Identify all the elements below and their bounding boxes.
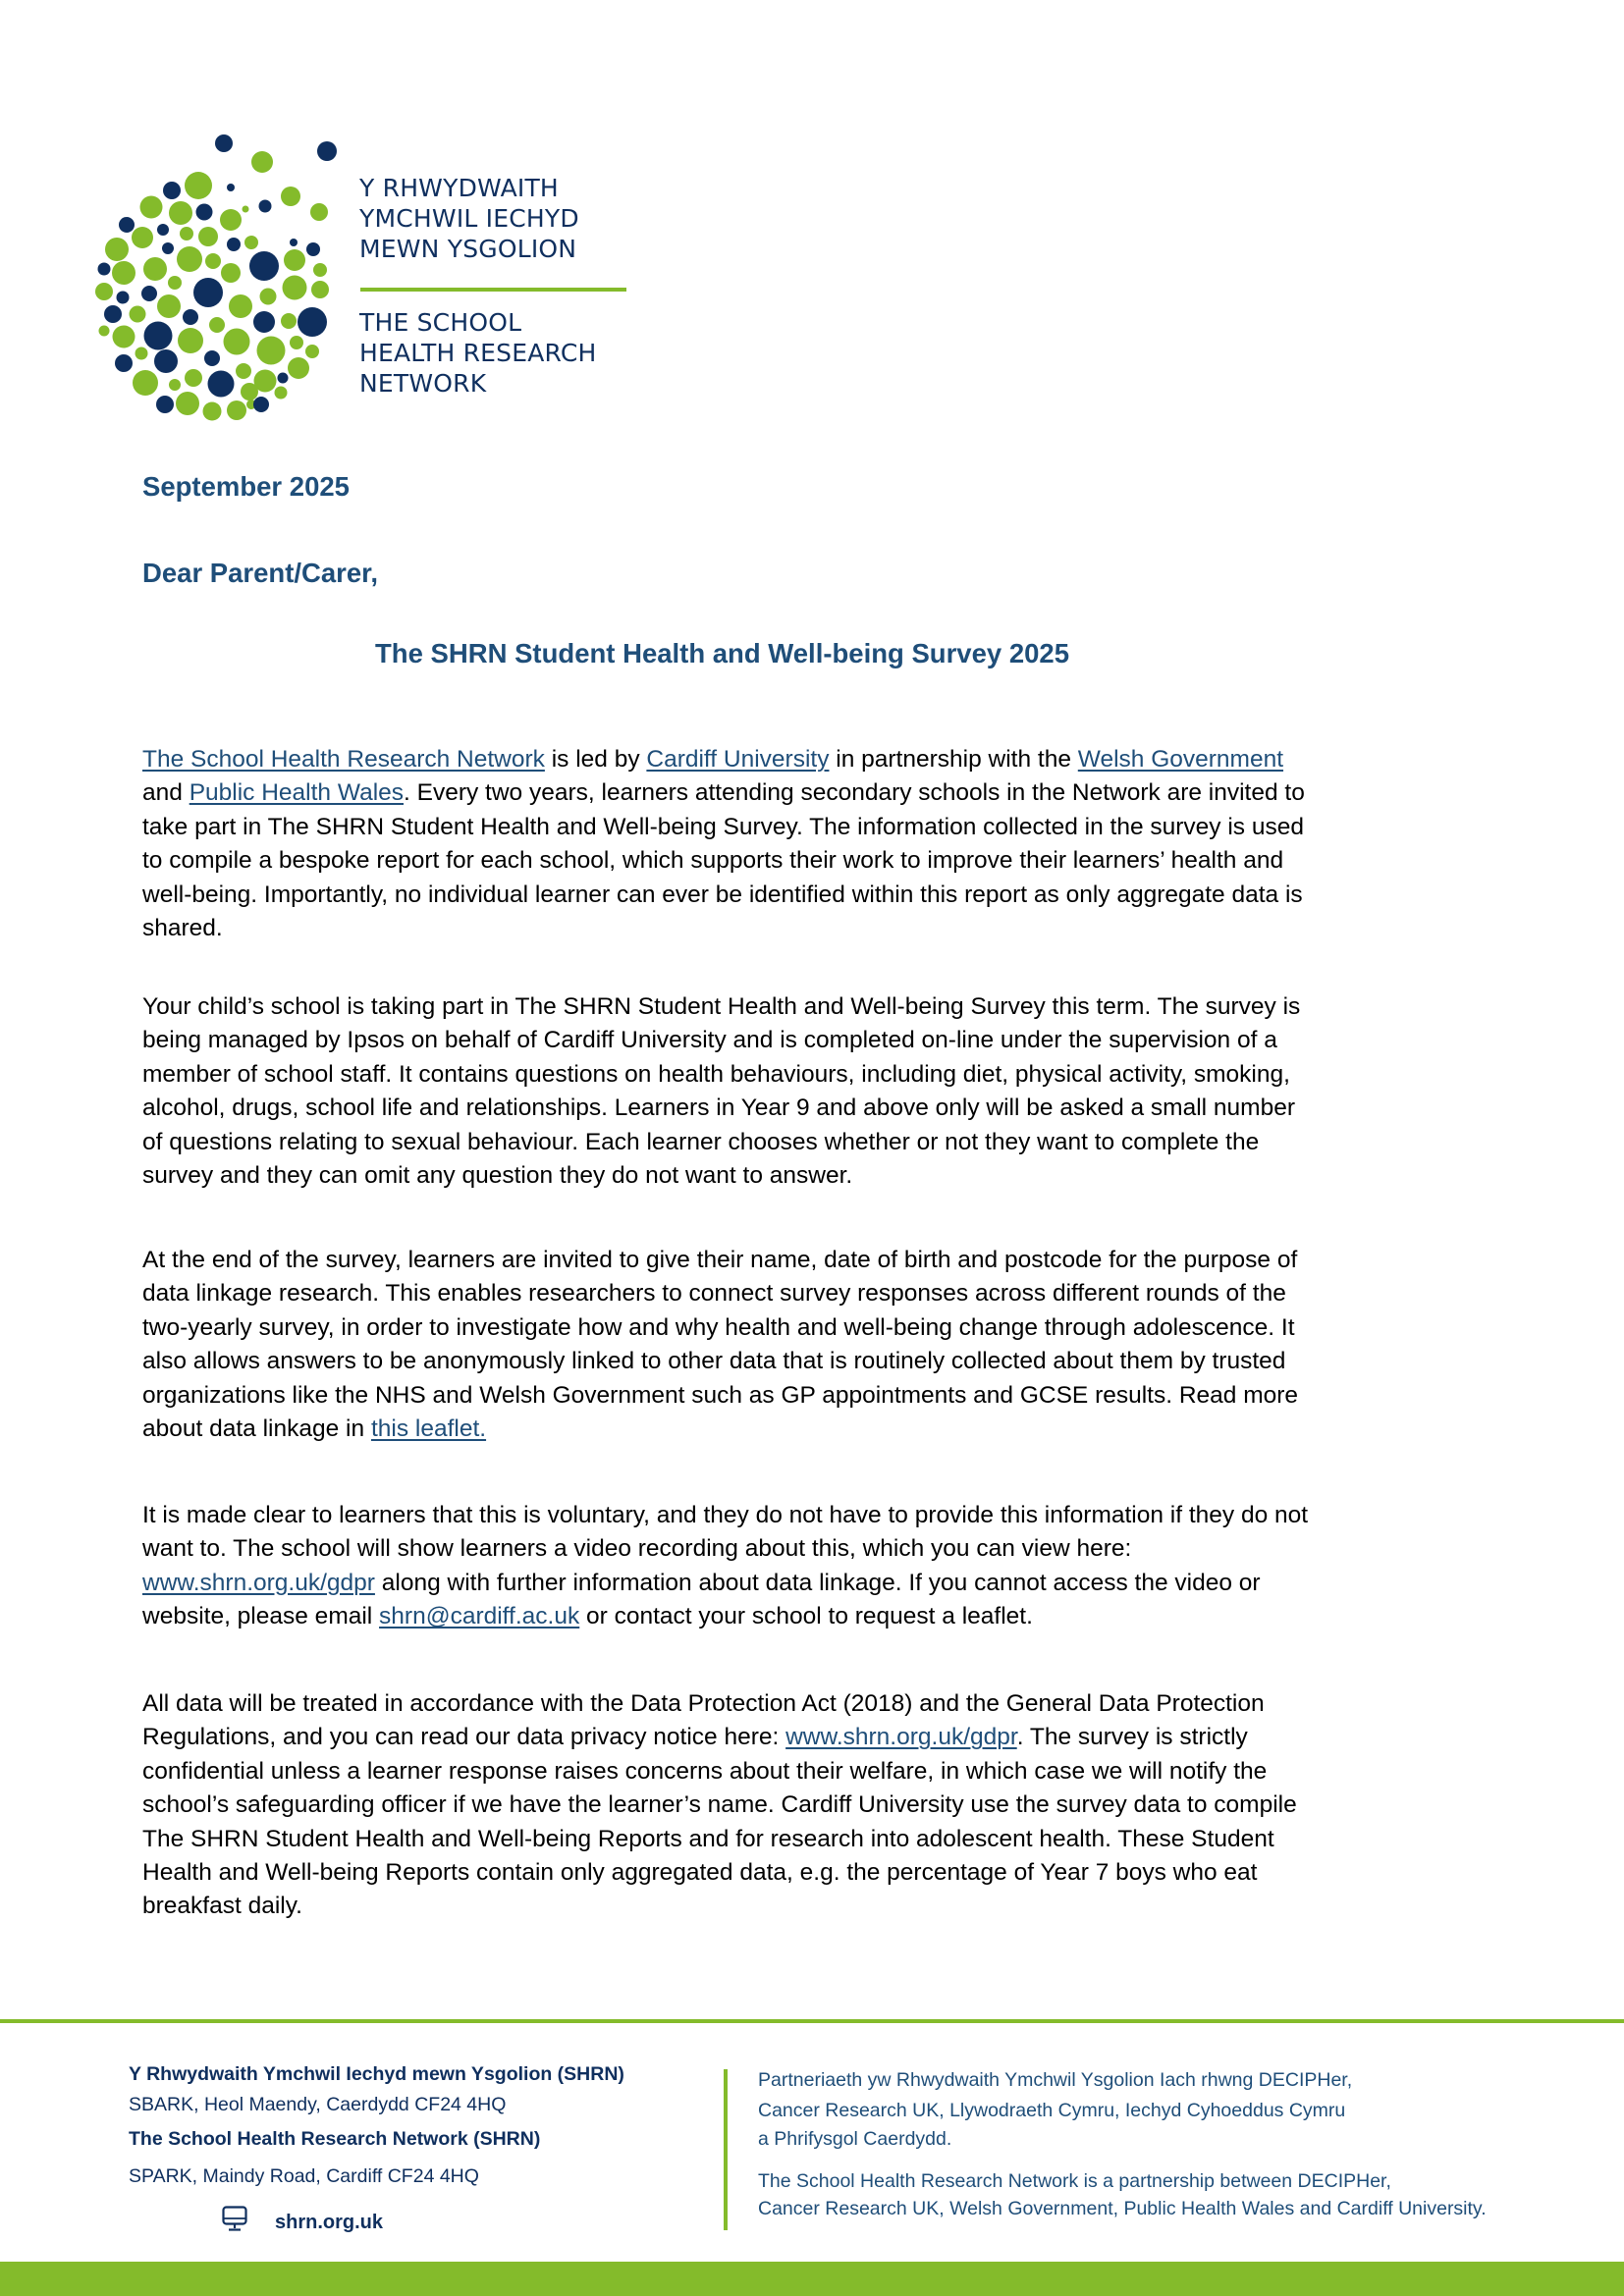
body-text: to compile a bespoke report for each school, which supports their work to improve their learners’ health and bbox=[142, 847, 1284, 875]
paragraph-line bbox=[142, 1755, 1448, 1789]
paragraph-line bbox=[142, 844, 1448, 878]
paragraph-voluntary bbox=[142, 1499, 1448, 1634]
body-text: take part in The SHRN Student Health and Well-being Survey. The information collected in the survey is used bbox=[142, 813, 1304, 840]
paragraph-line bbox=[142, 1277, 1448, 1310]
body-text: shared. bbox=[142, 914, 223, 941]
inline-link[interactable]: shrn@cardiff.ac.uk bbox=[379, 1603, 580, 1630]
paragraph-line bbox=[142, 990, 1448, 1024]
paragraph-line bbox=[142, 1024, 1448, 1057]
body-text: being managed by Ipsos on behalf of Cardiff University and is completed on-line under the supervision of a bbox=[142, 1027, 1277, 1054]
logo-divider bbox=[360, 288, 626, 292]
inline-link[interactable]: Cardiff University bbox=[646, 746, 830, 773]
body-text: Health and Well-being Reports contain only aggregated data, e.g. the percentage of Year 7 boys who eat bbox=[142, 1858, 1258, 1886]
footer-english-address: SPARK, Maindy Road, Cardiff CF24 4HQ bbox=[129, 2165, 479, 2187]
body-text: want to. The school will show learners a video recording about this, which you can view here: bbox=[142, 1535, 1132, 1563]
logo-english-name bbox=[359, 307, 597, 399]
logo-welsh-name bbox=[359, 173, 579, 264]
inline-link[interactable]: this leaflet. bbox=[370, 1415, 487, 1442]
paragraph-line bbox=[142, 1687, 1448, 1721]
inline-link[interactable]: www.shrn.org.uk/gdpr bbox=[785, 1724, 1017, 1751]
paragraph-line bbox=[142, 1789, 1448, 1822]
body-text: data linkage research. This enables researchers to connect survey responses across different rounds of the bbox=[142, 1280, 1286, 1308]
paragraph-survey-details bbox=[142, 990, 1448, 1193]
paragraph-line bbox=[142, 879, 1448, 912]
logo-english-line: NETWORK bbox=[359, 369, 487, 398]
body-text: is led by bbox=[544, 746, 647, 773]
paragraph-line bbox=[142, 1413, 1448, 1446]
logo-welsh-line: YMCHWIL IECHYD bbox=[359, 204, 579, 233]
paragraph-line bbox=[142, 1823, 1448, 1856]
footer-welsh-partnership-line: Partneriaeth yw Rhwydwaith Ymchwil Ysgolion Iach rhwng DECIPHer, bbox=[758, 2069, 1353, 2091]
inline-link[interactable]: Welsh Government bbox=[1077, 746, 1284, 773]
paragraph-line bbox=[142, 1567, 1448, 1600]
paragraph-line bbox=[142, 1856, 1448, 1890]
footer-english-partnership-line: The School Health Research Network is a partnership between DECIPHer, bbox=[758, 2170, 1391, 2192]
paragraph-line bbox=[142, 1126, 1448, 1159]
body-text: The SHRN Student Health and Well-being Reports and for research into adolescent health. These Student bbox=[142, 1825, 1274, 1852]
footer-english-partnership-line: Cancer Research UK, Welsh Government, Public Health Wales and Cardiff University. bbox=[758, 2198, 1487, 2219]
body-text: school’s safeguarding officer if we have the learner’s name. Cardiff University use the survey data to compile bbox=[142, 1791, 1297, 1819]
paragraph-line bbox=[142, 1721, 1448, 1754]
body-text: member of school staff. It contains questions on health behaviours, including diet, physical activity, smoking, bbox=[142, 1060, 1290, 1088]
paragraph-line bbox=[142, 1092, 1448, 1125]
body-text: survey and they can omit any question they do not want to answer. bbox=[142, 1161, 853, 1189]
body-text: organizations like the NHS and Welsh Government such as GP appointments and GCSE results. Read more bbox=[142, 1381, 1299, 1409]
footer-english-org-name: The School Health Research Network (SHRN) bbox=[129, 2128, 541, 2150]
footer-top-rule bbox=[0, 2019, 1624, 2023]
inline-link[interactable]: www.shrn.org.uk/gdpr bbox=[142, 1569, 375, 1596]
paragraph-line bbox=[142, 1058, 1448, 1092]
paragraph-line bbox=[142, 1311, 1448, 1345]
paragraph-line bbox=[142, 1890, 1448, 1923]
body-text: website, please email bbox=[142, 1603, 380, 1630]
logo-english-line: THE SCHOOL bbox=[359, 308, 522, 337]
paragraph-intro bbox=[142, 743, 1448, 945]
body-text: and bbox=[142, 779, 189, 807]
letter-title: The SHRN Student Health and Well-being Survey 2025 bbox=[375, 638, 1069, 668]
body-text: along with further information about data linkage. If you cannot access the video or bbox=[374, 1569, 1261, 1596]
footer-welsh-partnership-line: Cancer Research UK, Llywodraeth Cymru, Iechyd Cyhoeddus Cymru bbox=[758, 2100, 1346, 2121]
body-text: . The survey is strictly bbox=[1016, 1724, 1248, 1751]
paragraph-data-linkage bbox=[142, 1244, 1448, 1446]
paragraph-line bbox=[142, 1600, 1448, 1633]
body-text: also allows answers to be anonymously linked to other data that is routinely collected about them by trusted bbox=[142, 1348, 1286, 1375]
logo-welsh-line: MEWN YSGOLION bbox=[359, 235, 577, 263]
body-text: well-being. Importantly, no individual learner can ever be identified within this report as only aggregate data is bbox=[142, 881, 1303, 908]
body-text: about data linkage in bbox=[142, 1415, 371, 1442]
body-text: Your child’s school is taking part in The SHRN Student Health and Well-being Survey this term. The survey is bbox=[142, 993, 1301, 1020]
dot-cluster-logo-icon bbox=[0, 0, 353, 432]
body-text: Regulations, and you can read our data privacy notice here: bbox=[142, 1724, 786, 1751]
paragraph-line bbox=[142, 912, 1448, 945]
computer-monitor-icon bbox=[222, 2206, 247, 2232]
body-text: of questions relating to sexual behaviour. Each learner chooses whether or not they want to complete the bbox=[142, 1128, 1260, 1155]
body-text: or contact your school to request a leaflet. bbox=[579, 1603, 1033, 1630]
body-text: in partnership with the bbox=[829, 746, 1078, 773]
body-text: At the end of the survey, learners are invited to give their name, date of birth and postcode for the purpose of bbox=[142, 1247, 1298, 1273]
paragraph-line bbox=[142, 743, 1448, 776]
body-text: breakfast daily. bbox=[142, 1893, 302, 1920]
body-text: . Every two years, learners attending secondary schools in the Network are invited to bbox=[404, 779, 1305, 807]
paragraph-line bbox=[142, 776, 1448, 810]
paragraph-line bbox=[142, 1244, 1448, 1277]
footer-bottom-band bbox=[0, 2262, 1624, 2296]
body-text: It is made clear to learners that this is voluntary, and they do not have to provide this information if they do not bbox=[142, 1502, 1309, 1528]
footer-welsh-partnership-line: a Phrifysgol Caerdydd. bbox=[758, 2128, 952, 2150]
paragraph-line bbox=[142, 1345, 1448, 1378]
body-text: alcohol, drugs, school life and relationships. Learners in Year 9 and above only will be asked a small number bbox=[142, 1095, 1295, 1122]
paragraph-data-protection bbox=[142, 1687, 1448, 1924]
footer-welsh-org-name: Y Rhwydwaith Ymchwil Iechyd mewn Ysgolion (SHRN) bbox=[129, 2063, 624, 2085]
logo-welsh-line: Y RHWYDWAITH bbox=[359, 174, 559, 202]
paragraph-line bbox=[142, 1532, 1448, 1566]
footer-website-link[interactable]: shrn.org.uk bbox=[275, 2212, 384, 2233]
inline-link[interactable]: The School Health Research Network bbox=[142, 746, 545, 773]
letter-salutation: Dear Parent/Carer, bbox=[142, 558, 378, 588]
paragraph-line bbox=[142, 811, 1448, 844]
paragraph-line bbox=[142, 1499, 1448, 1532]
footer-vertical-divider bbox=[724, 2069, 728, 2230]
letter-date: September 2025 bbox=[142, 471, 350, 502]
logo-english-line: HEALTH RESEARCH bbox=[359, 339, 597, 367]
body-text: two-yearly survey, in order to investigate how and why health and well-being change through adolescence. It bbox=[142, 1313, 1295, 1341]
footer-welsh-address: SBARK, Heol Maendy, Caerdydd CF24 4HQ bbox=[129, 2094, 507, 2115]
body-text: All data will be treated in accordance with the Data Protection Act (2018) and the General Data Protection bbox=[142, 1690, 1265, 1717]
body-text: confidential unless a learner response raises concerns about their welfare, in which case we will notify the bbox=[142, 1757, 1268, 1785]
inline-link[interactable]: Public Health Wales bbox=[189, 779, 405, 807]
paragraph-line bbox=[142, 1379, 1448, 1413]
paragraph-line bbox=[142, 1159, 1448, 1193]
